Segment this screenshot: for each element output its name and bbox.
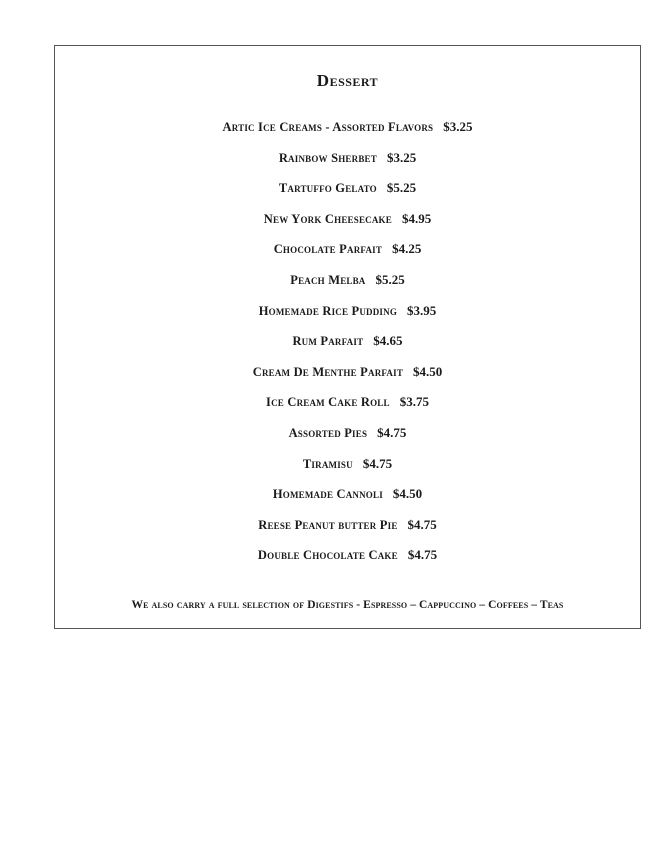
item-price: $3.25 — [386, 149, 417, 165]
item-name: Homemade Cannoli — [272, 487, 383, 502]
dessert-menu-frame — [54, 45, 641, 629]
menu-item — [55, 272, 640, 303]
item-name: Tiramisu — [302, 456, 353, 471]
item-price: $4.50 — [392, 486, 423, 502]
item-price: $4.75 — [377, 424, 407, 440]
item-price: $4.50 — [413, 363, 443, 379]
menu-title: Dessert — [316, 71, 379, 90]
menu-item — [55, 486, 640, 517]
item-name: Homemade Rice Pudding — [258, 303, 398, 318]
item-price: $5.25 — [375, 271, 405, 287]
item-name: Peach Melba — [290, 272, 366, 287]
item-price: $4.95 — [401, 210, 432, 226]
item-price: $4.25 — [392, 241, 422, 257]
item-price: $3.25 — [443, 119, 473, 134]
item-price: $4.75 — [362, 455, 393, 471]
dessert-list — [55, 119, 640, 578]
menu-item — [55, 547, 640, 578]
menu-item — [55, 425, 640, 456]
menu-item — [55, 517, 640, 548]
item-name: Cream De Menthe Parfait — [252, 364, 404, 379]
menu-item — [55, 241, 640, 272]
item-name: Rum Parfait — [292, 334, 364, 349]
menu-item — [55, 150, 640, 181]
item-price: $3.95 — [407, 302, 437, 318]
menu-item — [55, 456, 640, 487]
item-name: Chocolate Parfait — [273, 242, 383, 257]
item-name: Rainbow Sherbet — [278, 150, 377, 165]
menu-item — [55, 119, 640, 150]
item-name: Ice Cream Cake Roll — [266, 395, 390, 410]
menu-item — [55, 211, 640, 242]
item-name: Assorted Pies — [288, 425, 368, 440]
item-price: $4.75 — [407, 547, 438, 563]
item-name: Double Chocolate Cake — [257, 548, 398, 563]
menu-item — [55, 303, 640, 334]
item-name: New York Cheesecake — [263, 211, 392, 226]
item-price: $5.25 — [386, 180, 417, 196]
item-price: $3.75 — [399, 394, 429, 410]
menu-item — [55, 394, 640, 425]
menu-item — [55, 364, 640, 395]
item-price: $4.75 — [407, 516, 437, 532]
item-name: Reese Peanut butter Pie — [258, 517, 398, 532]
item-price: $4.65 — [373, 333, 403, 349]
menu-item — [55, 333, 640, 364]
item-name: Tartuffo Gelato — [278, 181, 377, 196]
item-name: Artic Ice Creams - Assorted Flavors — [222, 120, 434, 134]
menu-item — [55, 180, 640, 211]
menu-footer-note: We also carry a full selection of Digestifs - Espresso – Cappuccino – Coffees – Teas — [131, 599, 564, 611]
